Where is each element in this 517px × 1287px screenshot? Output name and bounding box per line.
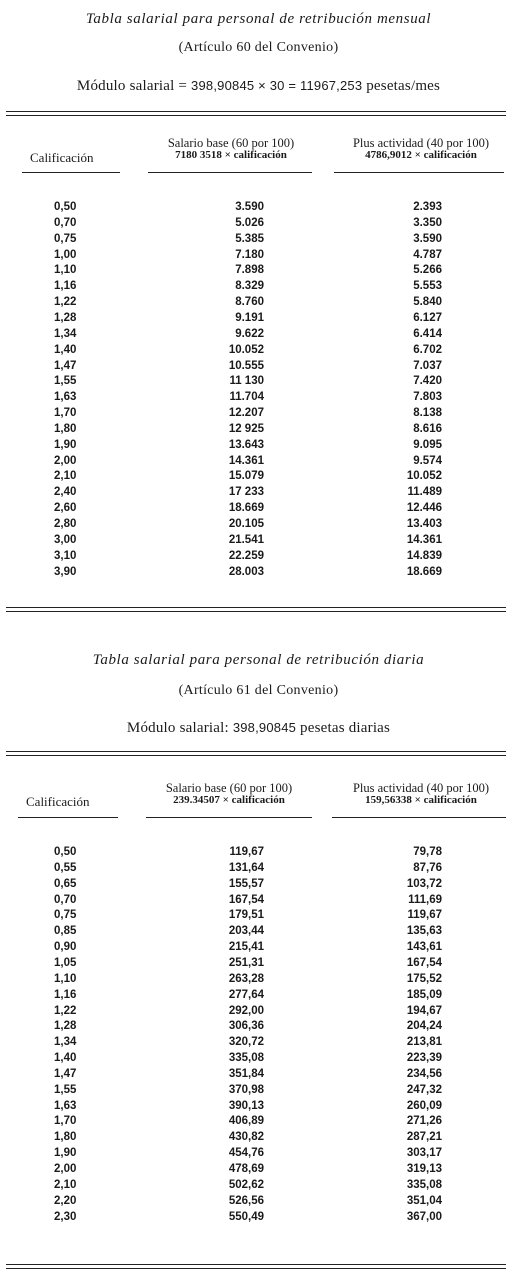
cell-plus-actividad: 135,63 [406, 925, 442, 938]
cell-calificacion: 2,60 [54, 502, 77, 515]
cell-plus-actividad: 14.361 [406, 533, 442, 546]
cell-plus-actividad: 319,13 [406, 1163, 442, 1175]
table-daily-module [0, 720, 517, 737]
cell-calificacion: 1,16 [54, 280, 77, 293]
cell-salario-base: 454,76 [228, 1147, 264, 1160]
cell-salario-base: 22.259 [228, 549, 264, 562]
cell-plus-actividad: 10.052 [406, 470, 442, 483]
cell-salario-base: 203,44 [228, 925, 264, 938]
table-row [0, 862, 517, 876]
cell-calificacion: 1,22 [54, 296, 77, 309]
cell-salario-base: 21.541 [228, 533, 264, 546]
cell-calificacion: 0,65 [54, 877, 77, 890]
top-rule [6, 111, 506, 112]
table-row [0, 233, 517, 247]
top-rule [6, 751, 506, 752]
cell-calificacion: 1,70 [54, 407, 77, 420]
cell-calificacion: 1,00 [54, 248, 77, 261]
table-row [0, 518, 517, 532]
module-suffix: pesetas/mes [362, 78, 441, 94]
cell-salario-base: 502,62 [228, 1178, 264, 1191]
cell-calificacion: 3,00 [54, 533, 77, 546]
module-suffix: pesetas diarias [296, 720, 391, 736]
cell-calificacion: 0,75 [54, 909, 77, 922]
cell-calificacion: 3,10 [54, 549, 77, 562]
cell-calificacion: 1,63 [54, 1099, 77, 1112]
table-row [0, 1163, 517, 1177]
cell-salario-base: 215,41 [228, 941, 264, 954]
cell-calificacion: 2,00 [54, 1163, 77, 1175]
table-row [0, 360, 517, 374]
table-row [0, 1052, 517, 1066]
cell-calificacion: 1,16 [54, 988, 77, 1001]
cell-salario-base: 526,56 [228, 1194, 264, 1207]
table-monthly-module [0, 78, 517, 95]
cell-plus-actividad: 167,54 [406, 956, 442, 969]
bottom-rule [6, 1268, 506, 1269]
cell-salario-base: 263,28 [228, 972, 264, 985]
cell-plus-actividad: 234,56 [406, 1067, 442, 1080]
header-calificacion: Calificación [30, 150, 94, 165]
cell-plus-actividad: 185,09 [406, 988, 442, 1001]
table-row [0, 1211, 517, 1225]
table-row [0, 878, 517, 892]
cell-calificacion: 2,40 [54, 486, 77, 499]
cell-plus-actividad: 367,00 [406, 1210, 442, 1223]
cell-salario-base: 10.052 [228, 343, 264, 356]
cell-salario-base: 5.026 [235, 216, 264, 229]
cell-calificacion: 2,10 [54, 1178, 77, 1191]
cell-salario-base: 179,51 [228, 909, 264, 922]
cell-plus-actividad: 3.350 [413, 216, 442, 229]
cell-calificacion: 0,50 [54, 201, 77, 213]
table-row [0, 1036, 517, 1050]
table-row [0, 502, 517, 516]
table-row [0, 1100, 517, 1114]
table-row [0, 1115, 517, 1129]
cell-salario-base: 18.669 [228, 502, 264, 515]
cell-plus-actividad: 14.839 [406, 549, 442, 562]
table-row [0, 1179, 517, 1193]
cell-plus-actividad: 143,61 [406, 941, 442, 954]
module-value: 398,90845 × 30 = 11967,253 [191, 78, 363, 93]
cell-calificacion: 1,47 [54, 359, 77, 372]
cell-salario-base: 20.105 [228, 518, 264, 530]
cell-calificacion: 0,70 [54, 893, 77, 906]
cell-calificacion: 1,47 [54, 1067, 77, 1080]
cell-calificacion: 2,30 [54, 1210, 77, 1223]
cell-calificacion: 1,05 [54, 956, 77, 969]
cell-salario-base: 3.590 [235, 201, 264, 213]
table-row [0, 1005, 517, 1019]
table-row [0, 1068, 517, 1082]
header-plus-actividad: Plus actividad (40 por 100) 159,56338 × calificación [352, 781, 490, 806]
cell-salario-base: 131,64 [228, 861, 264, 874]
header-salario-base: Salario base (60 por 100) 7180 3518 × calificación [167, 136, 295, 161]
table-row [0, 534, 517, 548]
table-row [0, 1020, 517, 1034]
cell-calificacion: 0,55 [54, 861, 77, 874]
table-row [0, 280, 517, 294]
module-prefix: Módulo salarial = [76, 78, 192, 94]
cell-plus-actividad: 351,04 [406, 1194, 442, 1207]
cell-plus-actividad: 303,17 [406, 1147, 442, 1160]
cell-calificacion: 0,90 [54, 941, 77, 954]
cell-calificacion: 1,28 [54, 311, 77, 324]
table-row [0, 328, 517, 342]
cell-calificacion: 1,40 [54, 1052, 77, 1065]
table-row [0, 925, 517, 939]
cell-calificacion: 1,90 [54, 1147, 77, 1160]
cell-calificacion: 2,10 [54, 470, 77, 483]
cell-plus-actividad: 335,08 [406, 1178, 442, 1191]
cell-calificacion: 1,55 [54, 375, 77, 388]
table-row [0, 894, 517, 908]
header-underline [334, 172, 504, 173]
cell-calificacion: 1,34 [54, 1036, 77, 1049]
cell-plus-actividad: 5.840 [413, 296, 442, 309]
top-rule-inner [6, 755, 506, 756]
table-row [0, 375, 517, 389]
table-row [0, 423, 517, 437]
cell-calificacion: 1,55 [54, 1083, 77, 1096]
cell-plus-actividad: 4.787 [413, 248, 442, 261]
table-row [0, 264, 517, 278]
table-row [0, 486, 517, 500]
table-row [0, 973, 517, 987]
cell-salario-base: 251,31 [228, 956, 264, 969]
table-row [0, 909, 517, 923]
bottom-rule-inner [6, 607, 506, 608]
cell-salario-base: 430,82 [228, 1131, 264, 1144]
header-salario-base: Salario base (60 por 100) 239.34507 × calificación [165, 781, 293, 806]
table-row [0, 470, 517, 484]
cell-salario-base: 406,89 [228, 1115, 264, 1128]
cell-plus-actividad: 7.037 [413, 359, 442, 372]
cell-salario-base: 335,08 [228, 1052, 264, 1065]
cell-salario-base: 11 130 [229, 375, 264, 388]
cell-plus-actividad: 175,52 [406, 972, 442, 985]
cell-plus-actividad: 8.138 [413, 407, 442, 420]
table-row [0, 957, 517, 971]
cell-salario-base: 8.760 [235, 296, 264, 309]
cell-calificacion: 0,75 [54, 232, 77, 245]
cell-plus-actividad: 287,21 [406, 1131, 442, 1144]
header-underline [148, 172, 312, 173]
cell-salario-base: 13.643 [228, 438, 264, 451]
table-row [0, 989, 517, 1003]
cell-plus-actividad: 247,32 [406, 1083, 442, 1096]
cell-salario-base: 478,69 [228, 1163, 264, 1175]
header-underline [18, 817, 118, 818]
cell-salario-base: 167,54 [228, 893, 264, 906]
cell-salario-base: 12.207 [228, 407, 264, 420]
cell-calificacion: 1,40 [54, 343, 77, 356]
cell-calificacion: 1,10 [54, 972, 77, 985]
header-calificacion: Calificación [26, 794, 90, 809]
cell-plus-actividad: 111,69 [408, 893, 442, 906]
table-row [0, 201, 517, 215]
header-underline [332, 817, 506, 818]
cell-plus-actividad: 9.574 [413, 454, 442, 467]
table-row [0, 407, 517, 421]
cell-plus-actividad: 12.446 [406, 502, 442, 515]
cell-salario-base: 10.555 [228, 359, 264, 372]
cell-salario-base: 277,64 [228, 988, 264, 1001]
cell-calificacion: 1,63 [54, 391, 77, 404]
cell-plus-actividad: 6.414 [413, 327, 442, 340]
cell-plus-actividad: 223,39 [406, 1052, 442, 1065]
cell-salario-base: 292,00 [228, 1004, 264, 1017]
cell-salario-base: 15.079 [228, 470, 264, 483]
cell-plus-actividad: 194,67 [406, 1004, 442, 1017]
table-row [0, 566, 517, 580]
cell-salario-base: 351,84 [228, 1067, 264, 1080]
table-row [0, 1147, 517, 1161]
cell-calificacion: 1,10 [54, 264, 77, 277]
cell-plus-actividad: 2.393 [413, 201, 442, 213]
cell-salario-base: 8.329 [235, 280, 264, 293]
table-daily-title: Tabla salarial para personal de retribución diaria [92, 652, 425, 668]
cell-salario-base: 9.622 [235, 327, 264, 340]
cell-calificacion: 1,28 [54, 1020, 77, 1033]
cell-calificacion: 1,90 [54, 438, 77, 451]
cell-plus-actividad: 6.127 [413, 311, 442, 324]
table-monthly-title: Tabla salarial para personal de retribución mensual [85, 11, 432, 27]
cell-salario-base: 550,49 [228, 1210, 264, 1223]
cell-calificacion: 3,90 [54, 565, 77, 578]
cell-plus-actividad: 79,78 [413, 846, 442, 858]
cell-salario-base: 155,57 [228, 877, 264, 890]
cell-plus-actividad: 87,76 [413, 861, 442, 874]
cell-plus-actividad: 7.803 [413, 391, 442, 404]
cell-salario-base: 306,36 [228, 1020, 264, 1033]
header-plus-actividad: Plus actividad (40 por 100) 4786,9012 × calificación [352, 136, 490, 161]
cell-salario-base: 390,13 [228, 1099, 264, 1112]
cell-salario-base: 14.361 [228, 454, 264, 467]
table-row [0, 1131, 517, 1145]
cell-calificacion: 2,00 [54, 454, 77, 467]
table-row [0, 312, 517, 326]
cell-salario-base: 320,72 [228, 1036, 264, 1049]
cell-plus-actividad: 3.590 [413, 232, 442, 245]
cell-calificacion: 2,20 [54, 1194, 77, 1207]
bottom-rule [6, 611, 506, 612]
cell-calificacion: 1,80 [54, 1131, 77, 1144]
cell-plus-actividad: 213,81 [406, 1036, 442, 1049]
cell-plus-actividad: 5.266 [413, 264, 442, 277]
cell-plus-actividad: 13.403 [406, 518, 442, 530]
cell-calificacion: 1,70 [54, 1115, 77, 1128]
table-daily-subtitle: (Artículo 61 del Convenio) [178, 683, 339, 698]
table-row [0, 941, 517, 955]
header-underline [22, 172, 120, 173]
cell-salario-base: 370,98 [228, 1083, 264, 1096]
table-row [0, 344, 517, 358]
cell-salario-base: 7.180 [235, 248, 264, 261]
table-row [0, 1195, 517, 1209]
bottom-rule-inner [6, 1264, 506, 1265]
table-row [0, 550, 517, 564]
cell-plus-actividad: 103,72 [406, 877, 442, 890]
cell-calificacion: 0,85 [54, 925, 77, 938]
table-row [0, 217, 517, 231]
cell-plus-actividad: 11.489 [407, 486, 442, 499]
table-row [0, 249, 517, 263]
table-row [0, 439, 517, 453]
cell-plus-actividad: 5.553 [413, 280, 442, 293]
top-rule-inner [6, 115, 506, 116]
cell-plus-actividad: 8.616 [413, 422, 442, 435]
cell-salario-base: 5.385 [235, 232, 264, 245]
module-prefix: Módulo salarial: [126, 720, 233, 736]
cell-calificacion: 2,80 [54, 518, 77, 530]
table-row [0, 846, 517, 860]
module-value: 398,90845 [232, 720, 297, 735]
cell-plus-actividad: 260,09 [406, 1099, 442, 1112]
cell-salario-base: 119,67 [229, 846, 264, 858]
cell-plus-actividad: 119,67 [407, 909, 442, 922]
cell-plus-actividad: 7.420 [413, 375, 442, 388]
cell-salario-base: 9.191 [235, 311, 264, 324]
header-underline [146, 817, 312, 818]
table-row [0, 455, 517, 469]
cell-salario-base: 28.003 [228, 565, 264, 578]
cell-calificacion: 0,50 [54, 846, 77, 858]
cell-salario-base: 11.704 [229, 391, 264, 404]
cell-salario-base: 12 925 [228, 422, 264, 435]
cell-plus-actividad: 9.095 [413, 438, 442, 451]
table-row [0, 1084, 517, 1098]
cell-calificacion: 1,22 [54, 1004, 77, 1017]
table-monthly-subtitle: (Artículo 60 del Convenio) [178, 40, 339, 55]
cell-calificacion: 1,34 [54, 327, 77, 340]
cell-plus-actividad: 6.702 [413, 343, 442, 356]
cell-plus-actividad: 204,24 [406, 1020, 442, 1033]
cell-calificacion: 1,80 [54, 422, 77, 435]
cell-salario-base: 17 233 [228, 486, 264, 499]
cell-plus-actividad: 271,26 [406, 1115, 442, 1128]
cell-salario-base: 7.898 [235, 264, 264, 277]
table-row [0, 391, 517, 405]
table-row [0, 296, 517, 310]
cell-plus-actividad: 18.669 [406, 565, 442, 578]
cell-calificacion: 0,70 [54, 216, 77, 229]
